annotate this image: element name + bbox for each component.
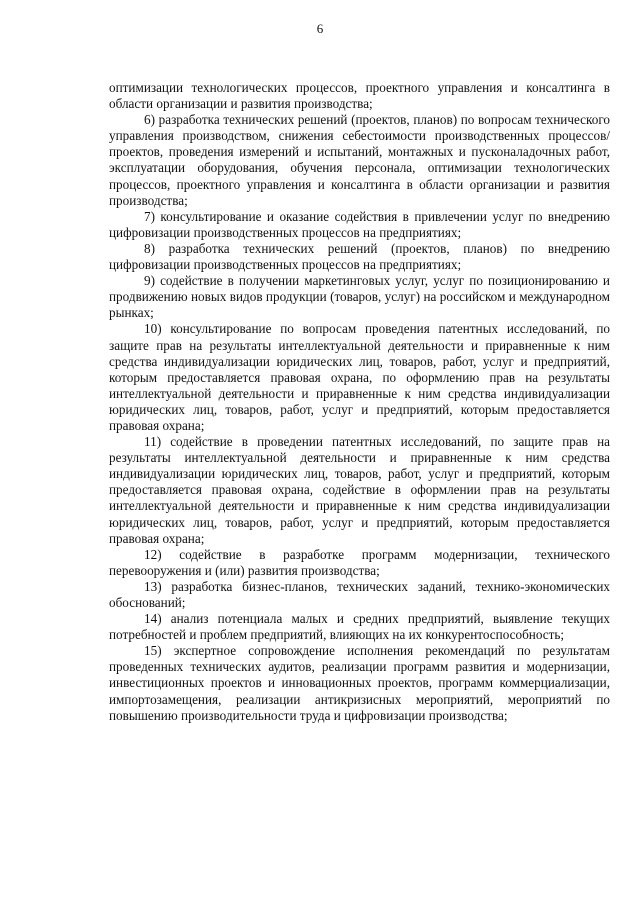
- list-item-9: 9) содействие в получении маркетинговых услуг, услуг по позиционированию и продвижению новых видов продукции (товаров, услуг) на российском и международном рынках;: [109, 273, 610, 321]
- list-item-14: 14) анализ потенциала малых и средних предприятий, выявление текущих потребностей и проблем предприятий, влияющих на их конкурентоспособность;: [109, 611, 610, 643]
- list-item-7: 7) консультирование и оказание содействия в привлечении услуг по внедрению цифровизации производственных процессов на предприятиях;: [109, 208, 610, 240]
- list-item-11: 11) содействие в проведении патентных исследований, по защите прав на результаты интеллектуальной деятельности и приравненные к ним средства индивидуализации юридических лиц, товаров, работ, услуг и предприятий, которым предоставляется правовая охрана, содействие в оформлении прав на результаты интеллектуальной деятельности и приравненные к ним средства индивидуализации юридических лиц, товаров, работ, услуг и предприятий, которым предоставляется правовая охрана;: [109, 434, 610, 546]
- paragraph-continuation: оптимизации технологических процессов, проектного управления и консалтинга в области организации и развития производства;: [109, 80, 610, 112]
- list-item-15: 15) экспертное сопровождение исполнения рекомендаций по результатам проведенных технических аудитов, реализации программ развития и модернизации, инвестиционных проектов и инновационных проектов, программ коммерциализации, импортозамещения, реализации антикризисных мероприятий, мероприятий по повышению производительности труда и цифровизации производства;: [109, 643, 610, 723]
- list-item-13: 13) разработка бизнес-планов, технических заданий, технико-экономических обоснований;: [109, 578, 610, 610]
- document-body: [109, 80, 610, 724]
- list-item-8: 8) разработка технических решений (проектов, планов) по внедрению цифровизации производственных процессов на предприятиях;: [109, 240, 610, 273]
- list-item-10: 10) консультирование по вопросам проведения патентных исследований, по защите прав на результаты интеллектуальной деятельности и приравненные к ним средства индивидуализации юридических лиц, товаров, работ, услуг и предприятий, которым предоставляется правовая охрана, по оформлению прав на результаты интеллектуальной деятельности и приравненные к ним средства индивидуализации юридических лиц, товаров, работ, услуг и предприятий, которым предоставляется правовая охрана;: [109, 321, 610, 433]
- page-number: 6: [316, 21, 324, 36]
- list-item-6: 6) разработка технических решений (проектов, планов) по вопросам технического управления производством, снижения себестоимости производственных процессов/проектов, проведения измерений и испытаний, монтажных и пусконаладочных работ, эксплуатации оборудования, обучения персонала, оптимизации технологических процессов, проектного управления и консалтинга в области организации и развития производства;: [109, 112, 610, 208]
- list-item-12: 12) содействие в разработке программ модернизации, технического перевооружения и (или) развития производства;: [109, 546, 610, 578]
